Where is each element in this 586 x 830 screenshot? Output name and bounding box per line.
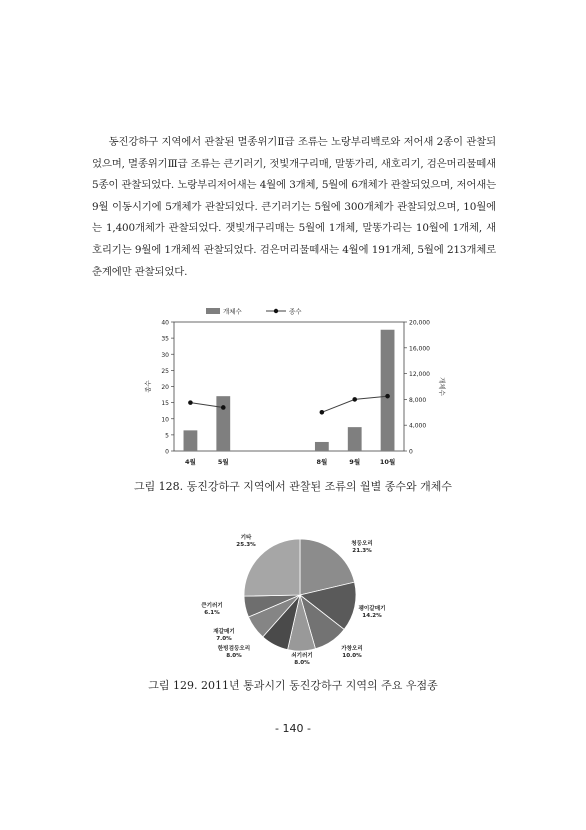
y-right-tick-label: 12,000 bbox=[409, 371, 430, 379]
body-paragraph: 동진강하구 지역에서 관찰된 멸종위기Ⅱ급 조류는 노랑부리백로와 저어새 2종이 관찰되었으며, 멸종위기Ⅲ급 조류는 큰기러기, 젓빛개구리매, 말똥가리, 새호리기, 검은머리물떼새 5종이 관찰되었다. 노랑부리저어새는 4월에 3개체, 5월에 6개체가 관찰되었으며, 저어새는 9월 이동시기에 5개체가 관찰되었다. 큰기러기는 5월에 300개체가 관찰되었으며, 10월에는 1,400개체가 관찰되었다. 잿빛개구리매는 5월에 1개체, 말똥가리는 10월에 1개체, 새호리기는 9월에 1개체씩 관찰되었다. 검은머리물떼새는 4월에 191개체, 5월에 213개체로 춘계에만 관찰되었다. bbox=[92, 136, 496, 278]
plot-area bbox=[174, 322, 404, 451]
point-species bbox=[320, 410, 325, 415]
pie-slice-percent: 10.0% bbox=[342, 653, 362, 659]
pie-slice-percent: 8.0% bbox=[294, 660, 310, 666]
y-left-tick-label: 20 bbox=[161, 384, 169, 391]
figure-128-caption: 그림 128. 동진강하구 지역에서 관찰된 조류의 월별 종수와 개체수 bbox=[133, 480, 453, 493]
x-tick-label: 4월 bbox=[185, 458, 196, 466]
pie-slice-percent: 25.3% bbox=[236, 542, 256, 548]
bar-individuals bbox=[381, 330, 395, 451]
y-left-tick-label: 40 bbox=[161, 319, 169, 327]
point-species bbox=[385, 394, 390, 399]
x-tick-label: 5월 bbox=[217, 458, 229, 466]
pie-slice-label: 청둥오리 bbox=[351, 541, 373, 547]
point-species bbox=[221, 405, 226, 410]
y-right-axis-title: 개체수 bbox=[438, 377, 446, 396]
y-left-tick-label: 10 bbox=[161, 416, 169, 424]
point-species bbox=[352, 397, 357, 402]
dominant-species-pie-chart bbox=[190, 525, 400, 675]
legend-label-line: 종수 bbox=[289, 307, 302, 316]
y-left-tick-label: 30 bbox=[161, 351, 169, 359]
pie-slice-percent: 14.2% bbox=[362, 613, 382, 619]
pie-slice-label: 큰기러기 bbox=[201, 603, 223, 609]
pie-slice-label: 가창오리 bbox=[341, 646, 363, 652]
y-left-axis-title: 종수 bbox=[144, 380, 152, 393]
x-tick-label: 9월 bbox=[349, 458, 361, 466]
x-tick-label: 8월 bbox=[316, 458, 328, 466]
x-tick-label: 10월 bbox=[379, 458, 396, 466]
y-right-tick-label: 8,000 bbox=[409, 396, 427, 404]
pie-slice-percent: 6.1% bbox=[204, 610, 220, 616]
page-number: - 140 - bbox=[275, 722, 311, 735]
bar-individuals bbox=[216, 396, 230, 451]
legend-swatch-bar bbox=[206, 308, 220, 314]
pie-slice-label: 쇠기러기 bbox=[291, 653, 313, 659]
pie-slice-label: 괭이갈매기 bbox=[358, 606, 386, 612]
pie-slice-percent: 7.0% bbox=[216, 636, 232, 642]
pie-slice-label: 재갈매기 bbox=[213, 629, 235, 635]
y-left-tick-label: 5 bbox=[165, 432, 169, 440]
figure-129-caption: 그림 129. 2011년 통과시기 동진강하구 지역의 주요 우점종 bbox=[148, 679, 438, 692]
y-left-tick-label: 15 bbox=[161, 400, 169, 408]
legend-marker-line bbox=[274, 309, 278, 313]
y-right-tick-label: 16,000 bbox=[409, 345, 430, 353]
pie-slice-percent: 8.0% bbox=[226, 653, 242, 659]
pie-slice-percent: 21.3% bbox=[352, 548, 372, 554]
bar-individuals bbox=[348, 427, 362, 451]
y-left-tick-label: 25 bbox=[161, 367, 169, 375]
y-left-tick-label: 35 bbox=[161, 335, 169, 343]
pie-slice-label: 한빙검둥오리 bbox=[217, 646, 251, 652]
y-right-tick-label: 0 bbox=[409, 448, 413, 456]
y-right-tick-label: 20,000 bbox=[409, 319, 430, 327]
point-species bbox=[188, 400, 193, 405]
y-right-tick-label: 4,000 bbox=[409, 422, 427, 430]
pie-slice-label: 기타 bbox=[240, 535, 252, 541]
y-left-tick-label: 0 bbox=[165, 448, 169, 456]
legend-label-bar: 개체수 bbox=[223, 307, 242, 316]
bar-individuals bbox=[184, 430, 198, 451]
monthly-species-count-chart bbox=[136, 300, 446, 470]
bar-individuals bbox=[315, 442, 329, 451]
